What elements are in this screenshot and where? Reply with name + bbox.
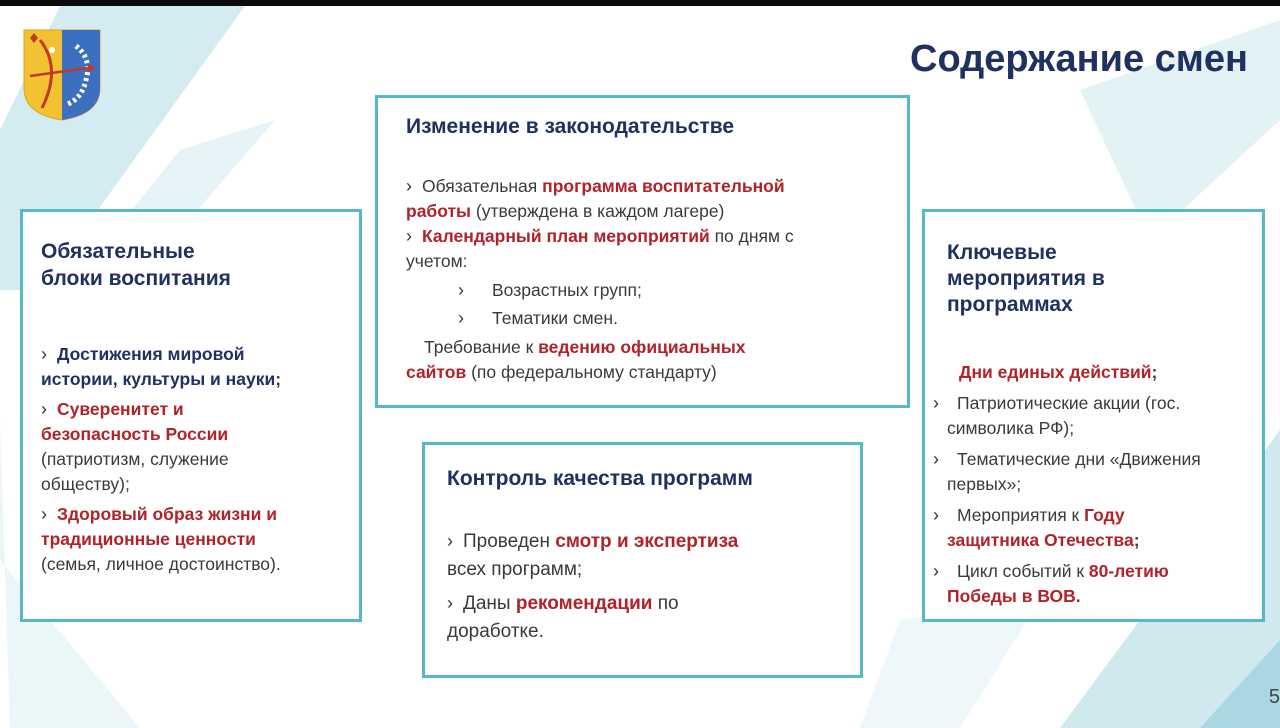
legislation-box [375,95,910,408]
chevron-right-icon: › [447,593,453,613]
quality-control-box [422,442,863,678]
list-item: › Возрастных групп; [406,278,906,303]
chevron-right-icon: › [458,280,464,300]
key-events-list: Дни единых действий; › Патриотические акции (гос. символика РФ); › Тематические дни «Движения первых»; › Мероприятия к Году защитника Отечества; › Цикл событий к 80-летию Победы в ВОВ. [933,360,1263,609]
list-item: › Достижения мировой [41,342,361,367]
list-item: › Здоровый образ жизни и [41,502,361,527]
list-item: › Календарный план мероприятий по дням с [406,224,906,249]
chevron-right-icon: › [406,176,412,196]
key-events-box [922,209,1265,622]
list-item: › Даны рекомендации по [447,589,857,618]
list-item: › Патриотические акции (гос. [933,391,1263,416]
chevron-right-icon: › [933,561,939,581]
chevron-right-icon: › [41,504,47,524]
quality-control-title: Контроль качества программ [447,467,753,490]
slide-title: Содержание смен [910,38,1248,80]
list-item: › Тематики смен. [406,306,906,331]
chevron-right-icon: › [933,449,939,469]
chevron-right-icon: › [41,399,47,419]
chevron-right-icon: › [447,531,453,551]
chevron-right-icon: › [933,393,939,413]
quality-control-list: › Проведен смотр и экспертиза всех программ; › Даны рекомендации по доработке. [447,527,857,646]
mandatory-blocks-list: › Достижения мировой истории, культуры и науки; › Суверенитет и безопасность России (патриотизм, служение обществу); › Здоровый образ жизни и традиционные ценности (семья, личное достоинство). [41,342,361,577]
list-item: › Обязательная программа воспитательной [406,174,906,199]
list-item: › Тематические дни «Движения [933,447,1263,472]
chevron-right-icon: › [458,308,464,328]
list-item: › Проведен смотр и экспертиза [447,527,857,556]
key-events-title: Ключевые мероприятия в программах [947,241,1105,316]
mandatory-blocks-title: Обязательные блоки воспитания [41,240,231,290]
chevron-right-icon: › [41,344,47,364]
list-item: › Мероприятия к Году [933,503,1263,528]
coat-of-arms-logo [22,28,102,122]
chevron-right-icon: › [933,505,939,525]
chevron-right-icon: › [406,226,412,246]
legislation-list: › Обязательная программа воспитательной работы (утверждена в каждом лагере) › Календарный план мероприятий по дням с учетом: › Возрастных групп; › Тематики смен. Требование к ведению официальных сайтов (по федеральному стандарту) [406,174,906,385]
page-number: 5 [1268,686,1280,708]
list-item: › Суверенитет и [41,397,361,422]
list-item: › Цикл событий к 80-летию [933,559,1263,584]
mandatory-blocks-box [20,209,362,622]
legislation-title: Изменение в законодательстве [406,115,735,138]
